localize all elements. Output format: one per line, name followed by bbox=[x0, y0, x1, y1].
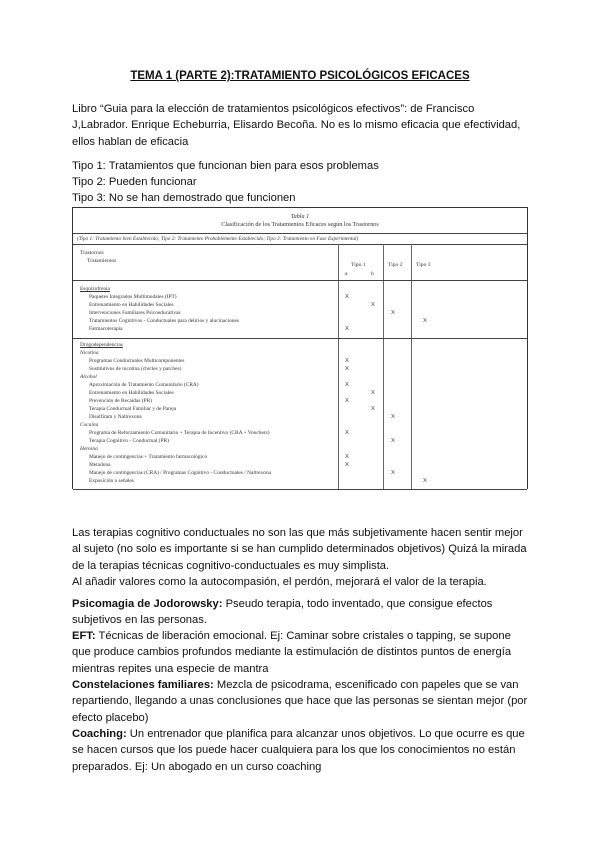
table-row-label: Heroína bbox=[80, 446, 98, 452]
header-tratamientos: Tratamientos bbox=[87, 258, 117, 264]
table-rule bbox=[73, 280, 527, 281]
table-mark: X bbox=[345, 382, 349, 388]
tipo-2-line: Tipo 2: Pueden funcionar bbox=[72, 176, 197, 188]
intro-paragraph: Libro “Guia para la elección de tratamientos psicológicos efectivos”: de Francisco J,Labrador. Enrique Echeburria, Elisardo Becoña. No es lo mismo eficacia que efectividad, ellos hablan de eficacia bbox=[72, 103, 521, 148]
table-rule bbox=[73, 489, 527, 490]
def-term: Psicomagia de Jodorowsky: bbox=[72, 598, 223, 610]
table-row bbox=[73, 461, 527, 469]
table-row bbox=[73, 317, 527, 325]
table-row bbox=[73, 469, 527, 477]
table-row-label: Esquizofrenia bbox=[80, 286, 110, 292]
table-mark: X bbox=[345, 358, 349, 364]
table-row bbox=[73, 309, 527, 317]
table-row bbox=[73, 293, 527, 301]
table-row bbox=[73, 437, 527, 445]
table-mark: X bbox=[345, 454, 349, 460]
table-row bbox=[73, 373, 527, 381]
table-mark: X bbox=[371, 406, 375, 412]
table-mark: X bbox=[345, 366, 349, 372]
def-coaching bbox=[72, 726, 532, 775]
table-row bbox=[73, 405, 527, 413]
table-caption-title: Clasificación de los Tratamientos Eficaces según los Trastornos bbox=[221, 221, 379, 228]
def-term: Coaching: bbox=[72, 728, 127, 740]
def-psicomagia bbox=[72, 596, 532, 629]
table-row bbox=[73, 453, 527, 461]
table-row bbox=[73, 341, 527, 349]
table-row-label: Farmacoterapia bbox=[89, 326, 123, 332]
table-mark: X bbox=[423, 318, 427, 324]
table-row-label: Prevención de Recaídas (PR) bbox=[89, 398, 153, 404]
table-mark: X bbox=[345, 294, 349, 300]
table-row-label: Programa de Reforzamiento Comunitario + Terapia de Incentivo (CRA + Vouchers) bbox=[89, 430, 270, 436]
header-tipo-3: Tipo 3 bbox=[416, 262, 431, 268]
table-rule bbox=[73, 244, 527, 245]
table-row bbox=[73, 381, 527, 389]
def-text: Pseudo terapia, todo inventado, que consigue efectos subjetivos en las personas. bbox=[72, 598, 493, 627]
table-row-label: Metadona bbox=[89, 462, 111, 468]
table-row bbox=[73, 325, 527, 333]
table-row-label: Programas Conductuales Multicomponentes bbox=[89, 358, 185, 364]
table-rule bbox=[73, 338, 527, 339]
header-tipo-2: Tipo 2 bbox=[388, 262, 403, 268]
table-mark: X bbox=[423, 478, 427, 484]
table-row-label: Aproximación de Tratamiento Comunitario (CRA) bbox=[89, 382, 199, 388]
table-row-label: Sustitutivos de nicotina (chicles y parches) bbox=[89, 366, 182, 372]
header-tipo-1b: b bbox=[371, 271, 374, 277]
table-row-label: Intervenciones Familiares Psicoeducativas bbox=[89, 310, 181, 316]
table-mark: X bbox=[371, 302, 375, 308]
table-row-label: Manejo de contingencias + Tratamiento farmacológico bbox=[89, 454, 208, 460]
table-rule bbox=[73, 233, 527, 234]
table-row-label: Paquetes Integrados Multimodales (IPT) bbox=[89, 294, 177, 300]
table-caption-number: Tabla 1 bbox=[290, 213, 310, 220]
header-tipo-1: Tipo 1 bbox=[351, 262, 366, 268]
table-mark: X bbox=[391, 414, 395, 420]
paragraph-terapias: Las terapias cognitivo conductuales no son las que más subjetivamente hacen sentir mejor al sujeto (no solo es importante si se han cumplido determinados objetivos) Quizá la mirada de la terapias técnicas cognitivo-conductuales es muy simplista. bbox=[72, 527, 527, 572]
table-row-label: Manejo de contingencias (CRA) / Programas Cognitivo - Conductuales / Naltrexona bbox=[89, 470, 272, 476]
table-row bbox=[73, 389, 527, 397]
def-term: Constelaciones familiares: bbox=[72, 679, 214, 691]
def-text: Técnicas de liberación emocional. Ej: Caminar sobre cristales o tapping, se supone que produce cambios profundos mediante la estimulación de distintos puntos de energía mientras repites una especie de mantra bbox=[72, 630, 512, 675]
treatments-table-image bbox=[72, 207, 528, 489]
table-row-label: Terapia Cognitivo - Conductual (PR) bbox=[89, 438, 169, 444]
tipo-3-line: Tipo 3: No se han demostrado que funcionen bbox=[72, 192, 296, 204]
table-row-label: Alcohol bbox=[80, 374, 97, 380]
table-row bbox=[73, 349, 527, 357]
table-row-label: Exposición a señales bbox=[89, 478, 134, 484]
table-row bbox=[73, 357, 527, 365]
table-row bbox=[73, 413, 527, 421]
table-row-label: Drogodependencias bbox=[80, 342, 123, 348]
table-mark: X bbox=[371, 390, 375, 396]
table-row-label: Entrenamiento en Habilidades Sociales bbox=[89, 390, 174, 396]
def-text: Mezcla de psicodrama, escenificado con papeles que se van repartiendo, llegando a unas conclusiones que hace que las personas se sientan mejor (por efecto placebo) bbox=[72, 679, 528, 724]
tipo-1-line: Tipo 1: Tratamientos que funcionan bien para esos problemas bbox=[72, 160, 379, 172]
table-row bbox=[73, 445, 527, 453]
table-mark: X bbox=[345, 326, 349, 332]
table-row bbox=[73, 301, 527, 309]
paragraph-valores: Al añadir valores como la autocompasión, el perdón, mejorará el valor de la terapia. bbox=[72, 576, 487, 588]
table-row-label: Nicotina bbox=[80, 350, 99, 356]
table-row bbox=[73, 365, 527, 373]
table-row-label: Terapia Conductual Familiar y de Pareja bbox=[89, 406, 177, 412]
def-text: Un entrenador que planifica para alcanzar unos objetivos. Lo que ocurre es que se hacen cursos que los puede hacer cualquiera para los que los conocimientos no están preparados. Ej: Un abogado en un curso coaching bbox=[72, 728, 525, 773]
def-eft bbox=[72, 628, 532, 677]
table-row bbox=[73, 285, 527, 293]
table-row bbox=[73, 421, 527, 429]
table-row-label: Cocaína bbox=[80, 422, 99, 428]
table-row bbox=[73, 397, 527, 405]
table-legend: (Tipo 1: Tratamiento bien Establecido; Tipo 2: Tratamiento Probablemente Establecido; Tipo 3: Tratamiento en Fase Experimental) bbox=[77, 236, 359, 242]
table-row-label: Tratamientos Cognitivos - Conductuales para delirios y alucinaciones bbox=[89, 318, 239, 324]
header-trastornos: Trastornos bbox=[80, 250, 104, 256]
table-mark: X bbox=[391, 470, 395, 476]
table-row-label: Entrenamiento en Habilidades Sociales bbox=[89, 302, 174, 308]
page-title: TEMA 1 (PARTE 2):TRATAMIENTO PSICOLÓGICOS EFICACES bbox=[130, 70, 470, 82]
table-row-label: Disulfiram y Naltrexona bbox=[89, 414, 142, 420]
def-term: EFT: bbox=[72, 630, 96, 642]
table-mark: X bbox=[391, 438, 395, 444]
table-mark: X bbox=[345, 462, 349, 468]
table-row bbox=[73, 477, 527, 485]
header-tipo-1a: a bbox=[345, 271, 348, 277]
table-mark: X bbox=[345, 430, 349, 436]
table-mark: X bbox=[391, 310, 395, 316]
def-constelaciones bbox=[72, 677, 532, 726]
table-mark: X bbox=[345, 398, 349, 404]
table-row bbox=[73, 333, 527, 341]
table-row bbox=[73, 429, 527, 437]
